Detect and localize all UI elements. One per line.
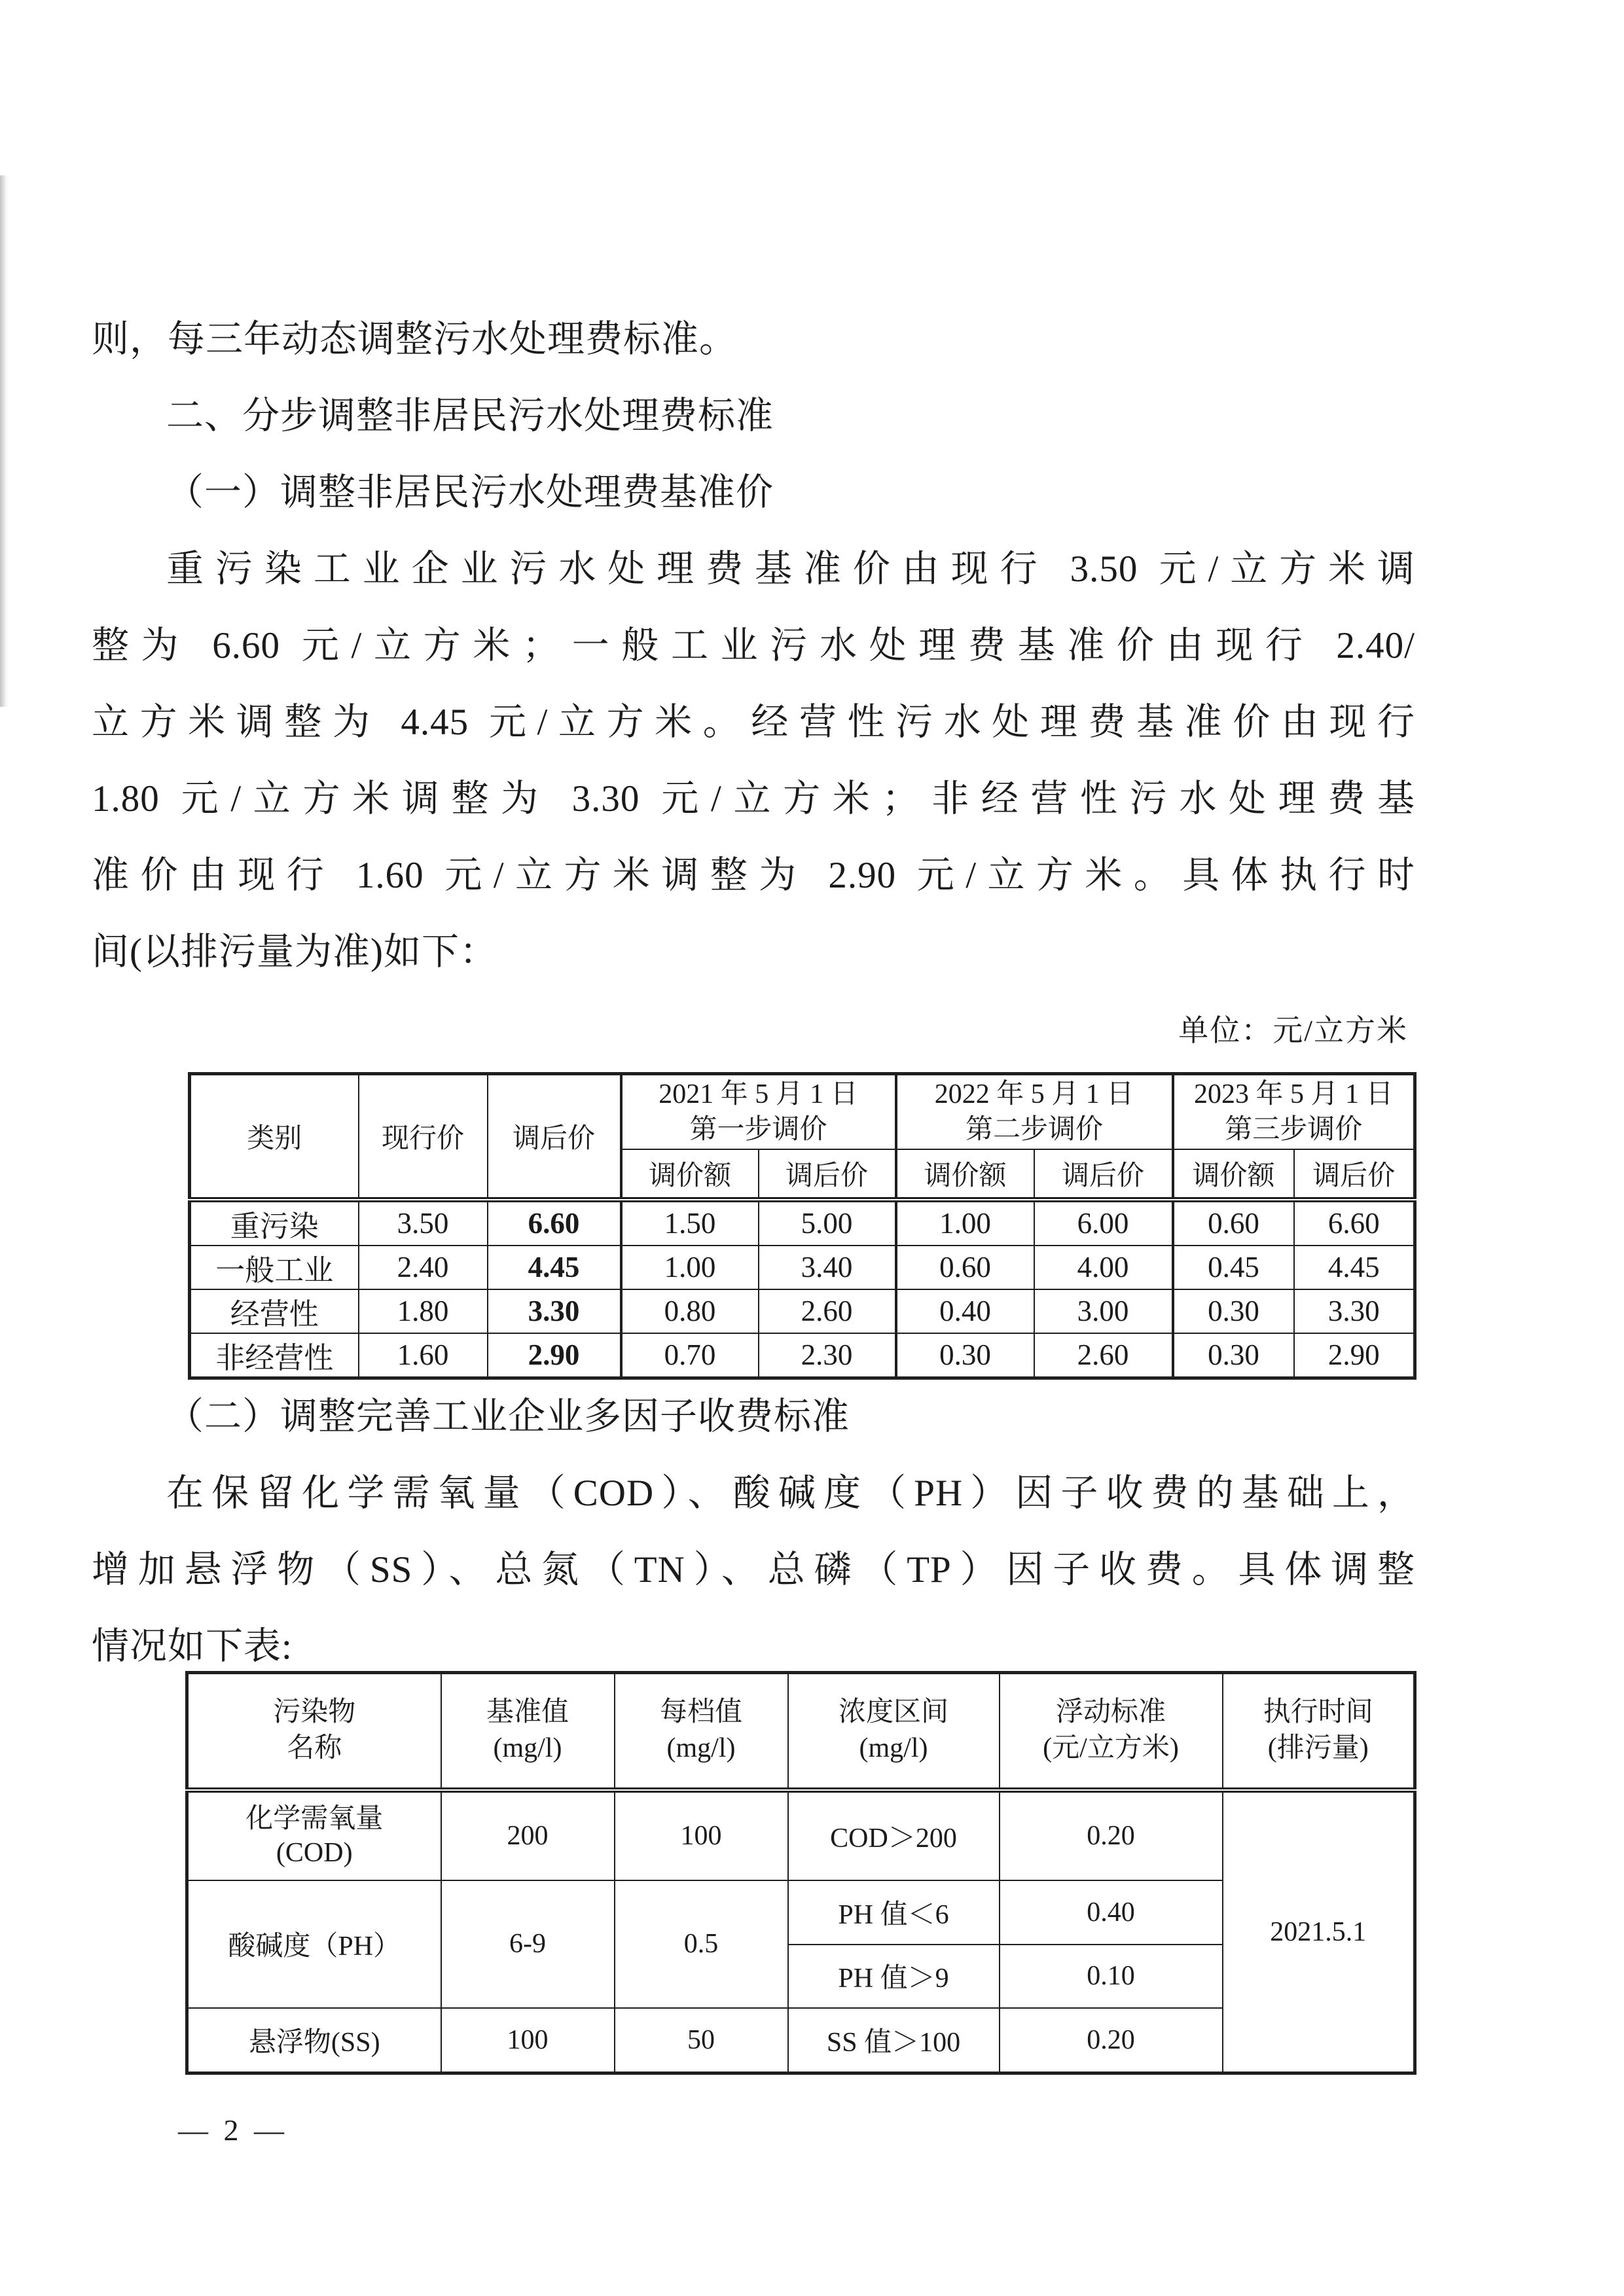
cell: 0.30: [1173, 1333, 1294, 1378]
cell: 6.00: [1034, 1200, 1173, 1246]
cell: 1.50: [621, 1200, 759, 1246]
table-row: [190, 1333, 1415, 1378]
step-group-title: 第一步调价: [689, 1114, 827, 1145]
cell: 0.20: [1000, 2008, 1223, 2073]
header-pollutant: [187, 1673, 441, 1790]
page-number: — 2 —: [178, 2113, 288, 2147]
header-adjusted-price: 调后价: [488, 1074, 621, 1200]
table-row: [190, 1289, 1415, 1333]
table-header-row: [190, 1074, 1415, 1149]
header-current-price: 现行价: [359, 1074, 488, 1200]
table-row: [187, 1790, 1415, 1880]
header-line: (mg/l): [666, 1733, 736, 1764]
cell: 3.30: [1294, 1289, 1415, 1333]
unit-note: 单位：元/立方米: [1178, 1014, 1408, 1047]
cell: 2.30: [759, 1333, 896, 1378]
cell: 4.00: [1034, 1246, 1173, 1289]
header-line: (mg/l): [859, 1733, 928, 1764]
step-group-title: 第二步调价: [965, 1114, 1104, 1145]
cell: 1.00: [621, 1246, 759, 1289]
cell: 2.40: [359, 1246, 488, 1289]
text-line: 在保留化学需氧量（COD）、酸碱度（PH）因子收费的基础上，: [166, 1473, 1415, 1514]
cell: 3.40: [759, 1246, 896, 1289]
header-line: 名称: [287, 1733, 342, 1764]
cell: 100: [615, 1790, 788, 1880]
cell: 3.30: [488, 1289, 621, 1333]
cell: SS 值＞100: [788, 2008, 1000, 2073]
text-line: （二）调整完善工业企业多因子收费标准: [166, 1396, 850, 1437]
cell: 4.45: [488, 1246, 621, 1289]
header-base-value: [441, 1673, 615, 1790]
cell: 0.20: [1000, 1790, 1223, 1880]
cell-pollutant: 酸碱度（PH）: [187, 1880, 441, 2008]
header-step-value: [615, 1673, 788, 1790]
cell: COD＞200: [788, 1790, 1000, 1880]
cell: 6-9: [441, 1880, 615, 2008]
step-group-title: 第三步调价: [1225, 1114, 1363, 1145]
cell: 0.45: [1173, 1246, 1294, 1289]
cell: 0.30: [1173, 1289, 1294, 1333]
cell-execution-time: 2021.5.1: [1223, 1790, 1415, 2073]
cell: 200: [441, 1790, 615, 1880]
header-step-group-2022: [896, 1074, 1173, 1149]
header-floating-standard: [1000, 1673, 1223, 1790]
header-concentration-range: [788, 1673, 1000, 1790]
paragraph-block-2: [92, 1378, 1415, 1685]
cell: 2.90: [1294, 1333, 1415, 1378]
header-line: (元/立方米): [1043, 1733, 1179, 1764]
header-category: 类别: [190, 1074, 359, 1200]
header-line: (排污量): [1267, 1733, 1369, 1764]
text-line: 间(以排污量为准)如下：: [92, 931, 497, 973]
cell: 0.40: [896, 1289, 1034, 1333]
step-group-date: 2021 年 5 月 1 日: [659, 1079, 858, 1109]
text-line: 增加悬浮物（SS）、总氮（TN）、总磷（TP）因子收费。具体调整: [92, 1549, 1415, 1590]
text-line: 重污染工业企业污水处理费基准价由现行 3.50 元/立方米调: [166, 548, 1415, 590]
cell: 0.40: [1000, 1880, 1223, 1945]
cell: 3.00: [1034, 1289, 1173, 1333]
cell: 1.00: [896, 1200, 1034, 1246]
header-step-amount: 调价额: [621, 1149, 759, 1200]
cell: 1.80: [359, 1289, 488, 1333]
header-line: 每档值: [659, 1697, 742, 1728]
cell: 0.70: [621, 1333, 759, 1378]
cell: 0.60: [896, 1246, 1034, 1289]
cell: 5.00: [759, 1200, 896, 1246]
step-group-date: 2022 年 5 月 1 日: [934, 1079, 1134, 1109]
cell: 6.60: [488, 1200, 621, 1246]
text-line: 准价由现行 1.60 元/立方米调整为 2.90 元/立方米。具体执行时: [92, 855, 1415, 896]
cell: 2.60: [1034, 1333, 1173, 1378]
price-adjustment-table: [188, 1072, 1416, 1380]
cell: PH 值＜6: [788, 1880, 1000, 1945]
factor-fee-table: [185, 1671, 1416, 2075]
header-line: 执行时间: [1263, 1697, 1373, 1728]
text-line: 1.80 元/立方米调整为 3.30 元/立方米；非经营性污水处理费基: [92, 778, 1415, 819]
text-line: 二、分步调整非居民污水处理费标准: [166, 395, 774, 437]
step-group-date: 2023 年 5 月 1 日: [1194, 1079, 1394, 1109]
header-line: (mg/l): [493, 1733, 562, 1764]
header-step-price: 调后价: [1294, 1149, 1415, 1200]
cell: 0.60: [1173, 1200, 1294, 1246]
header-step-group-2021: [621, 1074, 896, 1149]
cell: 0.5: [615, 1880, 788, 2008]
cell: 3.50: [359, 1200, 488, 1246]
header-step-price: 调后价: [759, 1149, 896, 1200]
cell: 6.60: [1294, 1200, 1415, 1246]
paragraph-block-1: [92, 301, 1415, 990]
cell: 重污染: [190, 1200, 359, 1246]
header-line: 基准值: [486, 1697, 569, 1728]
header-execution-time: [1223, 1673, 1415, 1790]
scan-artifact: [0, 175, 9, 707]
header-line: 浓度区间: [838, 1697, 948, 1728]
header-step-group-2023: [1173, 1074, 1415, 1149]
cell: 2.90: [488, 1333, 621, 1378]
text-line: 整为 6.60 元/立方米；一般工业污水处理费基准价由现行 2.40/: [92, 625, 1415, 666]
cell: 1.60: [359, 1333, 488, 1378]
header-step-amount: 调价额: [1173, 1149, 1294, 1200]
cell: 0.10: [1000, 1945, 1223, 2008]
text-line: 情况如下表:: [92, 1626, 293, 1667]
pollutant-abbr: (COD): [276, 1838, 353, 1868]
text-line: 立方米调整为 4.45 元/立方米。经营性污水处理费基准价由现行: [92, 702, 1415, 743]
header-line: 污染物: [273, 1697, 356, 1728]
header-step-price: 调后价: [1034, 1149, 1173, 1200]
header-line: 浮动标准: [1055, 1697, 1166, 1728]
cell-pollutant: [187, 1790, 441, 1880]
cell: 100: [441, 2008, 615, 2073]
text-line: （一）调整非居民污水处理费基准价: [166, 472, 774, 513]
cell: 2.60: [759, 1289, 896, 1333]
pollutant-name: 化学需氧量: [245, 1804, 384, 1834]
cell: 非经营性: [190, 1333, 359, 1378]
cell-pollutant: 悬浮物(SS): [187, 2008, 441, 2073]
cell: 0.80: [621, 1289, 759, 1333]
cell: 经营性: [190, 1289, 359, 1333]
cell: 0.30: [896, 1333, 1034, 1378]
cell: 4.45: [1294, 1246, 1415, 1289]
table-header-row: [187, 1673, 1415, 1790]
cell: 一般工业: [190, 1246, 359, 1289]
cell: PH 值＞9: [788, 1945, 1000, 2008]
header-step-amount: 调价额: [896, 1149, 1034, 1200]
cell: 50: [615, 2008, 788, 2073]
table-row: [190, 1200, 1415, 1246]
text-line: 则，每三年动态调整污水处理费标准。: [92, 319, 737, 360]
table-row: [190, 1246, 1415, 1289]
